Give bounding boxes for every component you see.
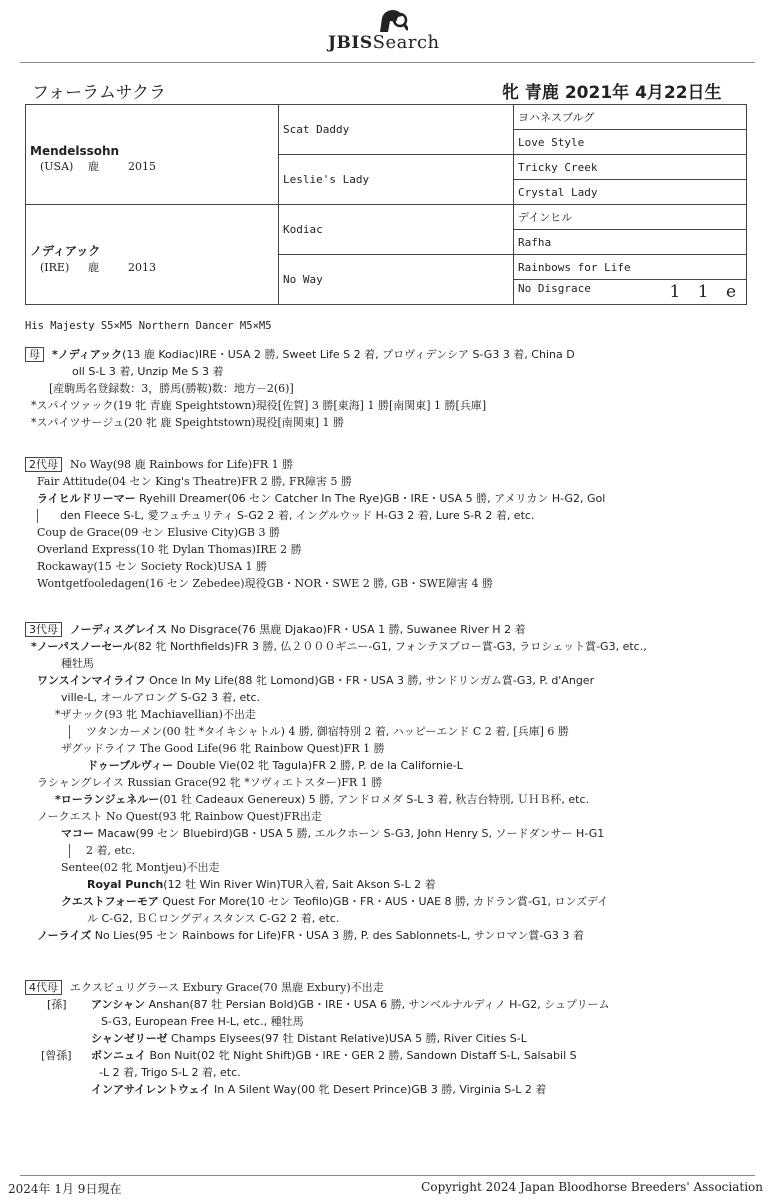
entry-text: ザグッドライフ The Good Life(96 牝 Rainbow Quest)FR 1 勝	[61, 742, 385, 755]
entry-text: Wontgetfooledagen(16 セン Zebedee)現役GB・NOR・SWE 2 勝, GB・SWE障害 4 勝	[37, 577, 493, 590]
entry-bold: インアサイレントウェイ	[91, 1083, 211, 1096]
entry-text: エクスビュリグラース Exbury Grace(70 黒鹿 Exbury)不出走	[70, 981, 384, 994]
tree-bar	[37, 509, 46, 523]
entry-bold: *ノーパスノーセール	[31, 640, 134, 653]
entry-text: den Fleece S-L, 愛フュチュリティ S-G2 2 着, イングルウッド H-G3 2 着, Lure S-R 2 着, etc.	[60, 509, 535, 522]
footer-divider	[20, 1175, 755, 1176]
entry-text: Bon Nuit(02 牝 Night Shift)GB・IRE・GER 2 勝, Sandown Distaff S-L, Salsabil S	[146, 1049, 577, 1062]
sire-cell	[26, 105, 279, 205]
gen3-cell: Crystal Lady	[514, 180, 747, 205]
horse-title-row	[20, 76, 755, 104]
entry-prefix: [曾孫]	[41, 1049, 72, 1062]
horse-info: 牝 青鹿 2021年 4月22日生	[502, 83, 722, 103]
third-dam-section	[25, 621, 647, 944]
entry-text: Coup de Grace(09 セン Elusive City)GB 3 勝	[37, 526, 281, 539]
entry-text: oll S-L 3 着, Unzip Me S 3 着	[72, 365, 224, 378]
entry-bold: マコー	[61, 827, 94, 840]
section-label: 4代母	[25, 980, 62, 995]
dam-name: ノディアック	[30, 244, 101, 258]
entry-text: (82 牝 Northfields)FR 3 勝, 仏２０００ギニー-G1, フォンテヌブロー賞-G3, ラロシェット賞-G3, etc.,	[133, 640, 647, 653]
entry-text: No Way(98 鹿 Rainbows for Life)FR 1 勝	[70, 458, 294, 471]
gen3-cell: Rainbows for Life	[514, 255, 747, 280]
sire-year: 2015	[128, 159, 156, 173]
entry-text: Champs Elysees(97 牡 Distant Relative)USA 5 勝, River Cities S-L	[167, 1032, 527, 1045]
gen3-cell: デインヒル	[514, 205, 747, 230]
entry-text: Fair Attitude(04 セン King's Theatre)FR 2 勝, FR障害 5 勝	[37, 475, 352, 488]
logo-brand: JBIS	[328, 33, 373, 53]
entry-bold: *ローランジェネルー	[55, 793, 160, 806]
entry-text: (13 鹿 Kodiac)IRE・USA 2 勝, Sweet Life S 2 着, プロヴィデンシア S-G3 3 着, China D	[122, 348, 575, 361]
entry-text: ノークエスト No Quest(93 牝 Rainbow Quest)FR出走	[37, 810, 322, 823]
header-divider	[20, 62, 755, 63]
entry-bold: ワンスインマイライフ	[37, 674, 146, 687]
entry-text: (12 牡 Win River Win)TUR入着, Sait Akson S-L 2 着	[163, 878, 436, 891]
dam-color: 鹿	[88, 261, 99, 274]
entry-text: *スパイツサージュ(20 牝 鹿 Speightstown)現役[南関東] 1 勝	[31, 416, 345, 429]
inbreeding-line: His Majesty S5×M5 Northern Dancer M5×M5	[25, 320, 272, 332]
dam-cell	[26, 205, 279, 305]
dam-section	[25, 346, 575, 431]
entry-bold: ノーディスグレイス	[70, 623, 168, 636]
entry-bold: ドゥーブルヴィー	[87, 759, 174, 772]
tree-bar	[69, 844, 78, 858]
entry-text: Ryehill Dreamer(06 セン Catcher In The Rye)GB・IRE・USA 5 勝, アメリカン H-G2, Gol	[135, 492, 606, 505]
gen3-name: No Disgrace	[518, 282, 591, 295]
entry-text: Macaw(99 セン Bluebird)GB・USA 5 勝, エルクホーン S-G3, John Henry S, ソードダンサー H-G1	[94, 827, 605, 840]
entry-text: S-G3, European Free H-L, etc., 種牡馬	[101, 1015, 304, 1028]
entry-text: Quest For More(10 セン Teofilo)GB・FR・AUS・UAE 8 勝, カドラン賞-G1, ロンズデイ	[158, 895, 609, 908]
entry-text: No Disgrace(76 黒鹿 Djakao)FR・USA 1 勝, Suwanee River H 2 着	[167, 623, 526, 636]
tree-bar	[69, 725, 78, 739]
entry-text: *スパイツァック(19 牝 青鹿 Speightstown)現役[佐賀] 3 勝[東海] 1 勝[南関東] 1 勝[兵庫]	[31, 399, 487, 412]
gen3-cell: Tricky Creek	[514, 155, 747, 180]
entry-text: Sentee(02 牝 Montjeu)不出走	[61, 861, 220, 874]
pedigree-table	[25, 104, 747, 305]
entry-bold: ボンニュイ	[91, 1049, 146, 1062]
entry-text: ville-L, オールアロング S-G2 3 着, etc.	[61, 691, 261, 704]
sire-name: Mendelssohn	[30, 143, 120, 158]
entry-text: Overland Express(10 牝 Dylan Thomas)IRE 2 勝	[37, 543, 302, 556]
family-code: 1 1 e	[669, 282, 742, 302]
entry-bold: *ノディアック	[52, 348, 123, 361]
entry-text: Rockaway(15 セン Society Rock)USA 1 勝	[37, 560, 268, 573]
footer-copyright: Copyright 2024 Japan Bloodhorse Breeders' Association	[421, 1180, 763, 1194]
section-label: 母	[25, 347, 44, 362]
entry-text: *ザナック(93 牝 Machiavellian)不出走	[55, 708, 256, 721]
gen2-cell: Leslie's Lady	[279, 155, 514, 205]
entry-text: ラシャングレイス Russian Grace(92 牝 *ソヴィエトスター)FR 1 勝	[37, 776, 383, 789]
entry-text: In A Silent Way(00 牝 Desert Prince)GB 3 勝, Virginia S-L 2 着	[210, 1083, 547, 1096]
entry-bold: クエストフォーモア	[61, 895, 159, 908]
sire-origin: (USA)	[40, 159, 74, 173]
gen3-cell: Rafha	[514, 230, 747, 255]
gen2-cell: Kodiac	[279, 205, 514, 255]
gen3-cell: Love Style	[514, 130, 747, 155]
sire-color: 鹿	[88, 159, 99, 173]
entry-text: Anshan(87 牡 Persian Bold)GB・IRE・USA 6 勝, サンベルナルディノ H-G2, シュプリーム	[145, 998, 610, 1011]
entry-text: Once In My Life(88 牝 Lomond)GB・FR・USA 3 勝, サンドリンガム賞-G3, P. d'Anger	[145, 674, 595, 687]
entry-bold: シャンゼリーゼ	[91, 1032, 168, 1045]
gen3-cell	[514, 280, 747, 305]
second-dam-section	[25, 456, 605, 592]
section-label: 3代母	[25, 622, 62, 637]
section-label: 2代母	[25, 457, 62, 472]
horse-name: フォーラムサクラ	[32, 83, 166, 103]
dam-origin: (IRE)	[40, 261, 70, 274]
entry-text: ツタンカーメン(00 牡 *タイキシャトル) 4 勝, 御宿特別 2 着, ハッピーエンド C 2 着, [兵庫] 6 勝	[86, 725, 569, 738]
entry-text: (01 牡 Cadeaux Genereux) 5 勝, アンドロメダ S-L 3 着, 秋吉台特別, ＵＨＢ杯, etc.	[159, 793, 590, 806]
entry-text: -L 2 着, Trigo S-L 2 着, etc.	[99, 1066, 241, 1079]
gen3-cell: ヨハネスブルグ	[514, 105, 747, 130]
entry-bold: ライヒルドリーマー	[37, 492, 136, 505]
entry-text: ル C-G2, ＢＣロングディスタンス C-G2 2 着, etc.	[87, 912, 340, 925]
entry-prefix: [孫]	[47, 998, 67, 1011]
entry-text: [産駒馬名登録数：3，勝馬(勝鞍)数：地方－2(6)]	[49, 382, 294, 395]
entry-text: Double Vie(02 牝 Tagula)FR 2 勝, P. de la Californie-L	[173, 759, 463, 772]
footer-date: 2024年 1月 9日現在	[8, 1182, 122, 1196]
entry-text: 2 着, etc.	[86, 844, 136, 857]
gen2-cell: Scat Daddy	[279, 105, 514, 155]
entry-bold: Royal Punch	[87, 878, 164, 891]
entry-bold: アンシャン	[91, 998, 146, 1011]
logo-search: Search	[372, 32, 440, 53]
fourth-dam-section	[25, 979, 610, 1098]
dam-year: 2013	[128, 261, 156, 274]
horse-head-icon	[374, 8, 408, 34]
entry-text: No Lies(95 セン Rainbows for Life)FR・USA 3 勝, P. des Sablonnets-L, サンロマン賞-G3 3 着	[91, 929, 584, 942]
entry-text: 種牡馬	[61, 657, 94, 670]
jbis-logo[interactable]	[328, 8, 458, 54]
entry-bold: ノーライズ	[37, 929, 92, 942]
gen2-cell: No Way	[279, 255, 514, 305]
